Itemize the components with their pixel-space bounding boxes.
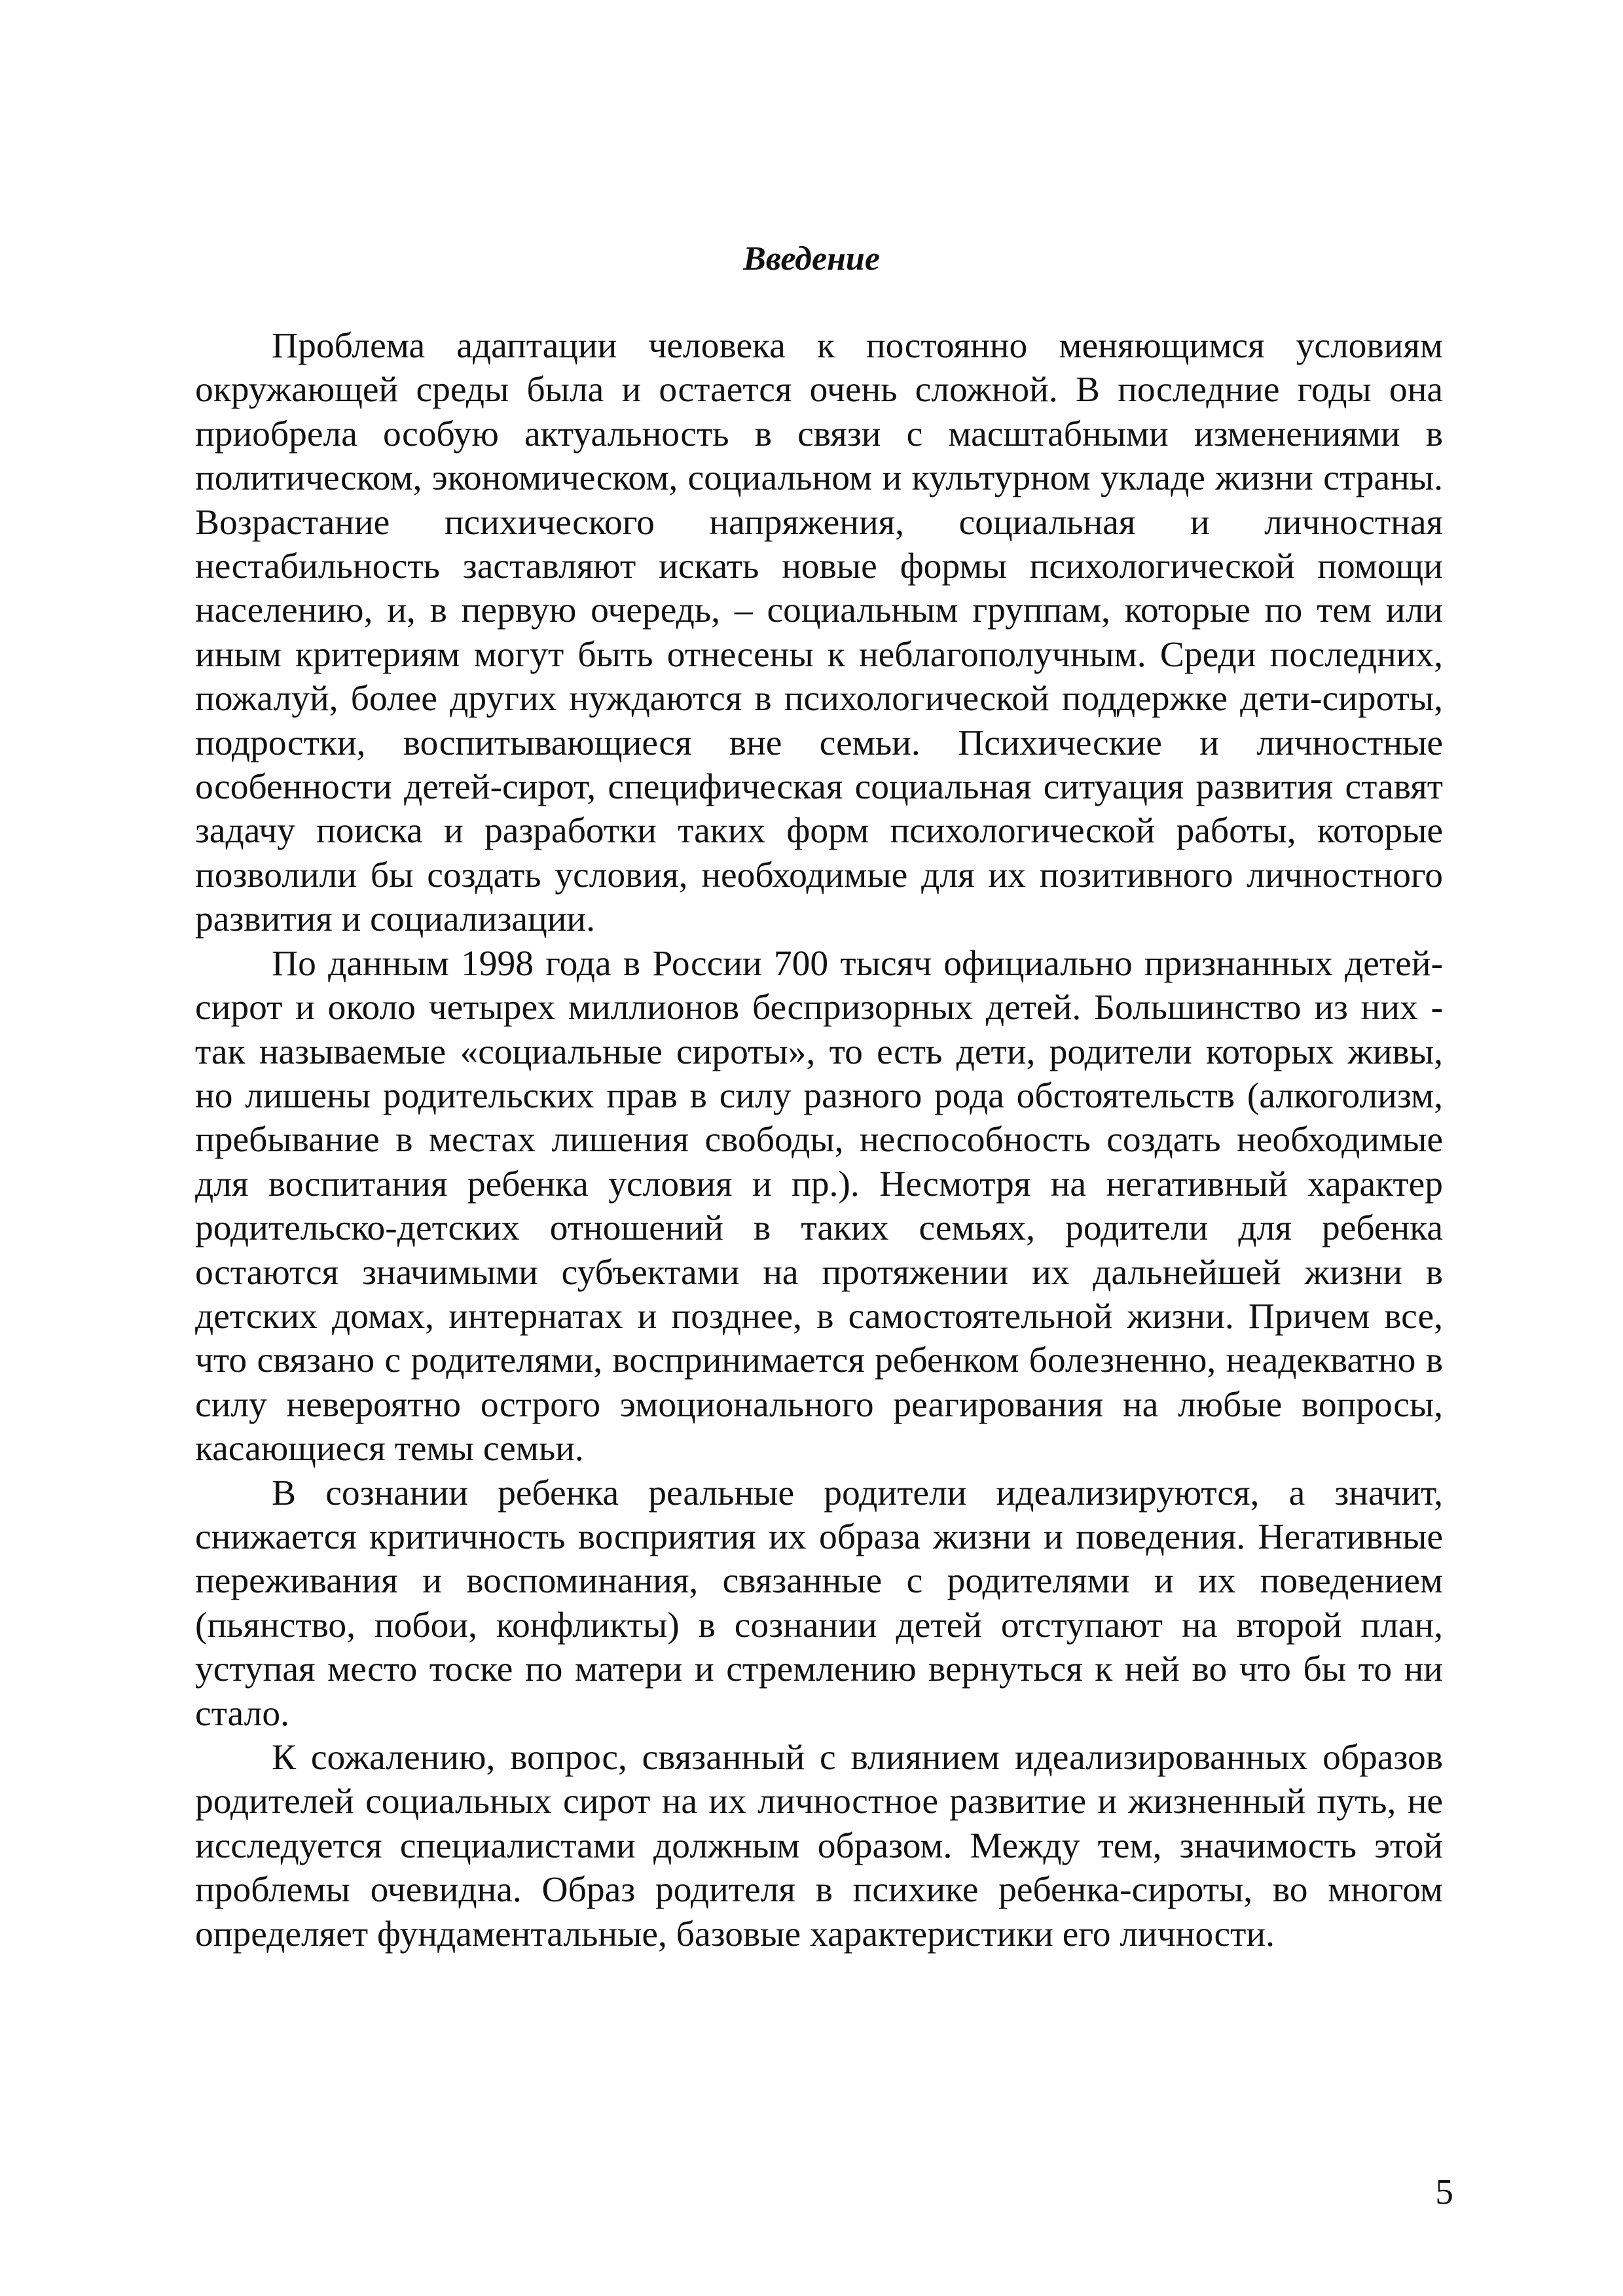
paragraph: По данным 1998 года в России 700 тысяч официально признанных детей-сирот и около четырех миллионов беспризорных детей. Большинство из них - так называемые «социальные сироты», то есть дети, родители которых живы, но лишены родительских прав в силу разного рода обстоятельств (алкоголизм, пребывание в местах лишения свободы, неспособность создать необходимые для воспитания ребенка условия и пр.). Несмотря на негативный характер родительско-детских отношений в таких семьях, родители для ребенка остаются значимыми субъектами на протяжении их дальнейшей жизни в детских домах, интернатах и позднее, в самостоятельной жизни. Причем все, что связано с родителями, воспринимается ребенком болезненно, неадекватно в силу невероятно острого эмоционального реагирования на любые вопросы, касающиеся темы семьи.	[195, 943, 1443, 1469]
body-text	[195, 324, 1443, 1956]
page-number: 5	[1435, 2172, 1453, 2212]
paragraph: Проблема адаптации человека к постоянно меняющимся условиям окружающей среды была и остается очень сложной. В последние годы она приобрела особую актуальность в связи с масштабными изменениями в политическом, экономическом, социальном и культурном укладе жизни страны. Возрастание психического напряжения, социальная и личностная нестабильность заставляют искать новые формы психологической помощи населению, и, в первую очередь, – социальным группам, которые по тем или иным критериям могут быть отнесены к неблагополучным. Среди последних, пожалуй, более других нуждаются в психологической поддержке дети-сироты, подростки, воспитывающиеся вне семьи. Психические и личностные особенности детей-сирот, специфическая социальная ситуация развития ставят задачу поиска и разработки таких форм психологической работы, которые позволили бы создать условия, необходимые для их позитивного личностного развития и социализации.	[195, 326, 1443, 940]
paragraph: К сожалению, вопрос, связанный с влиянием идеализированных образов родителей социальных сирот на их личностное развитие и жизненный путь, не исследуется специалистами должным образом. Между тем, значимость этой проблемы очевидна. Образ родителя в психике ребенка-сироты, во многом определяет фундаментальные, базовые характеристики его личности.	[195, 1738, 1443, 1954]
page-title: Введение	[743, 240, 880, 278]
paragraph: В сознании ребенка реальные родители идеализируются, а значит, снижается критичность восприятия их образа жизни и поведения. Негативные переживания и воспоминания, связанные с родителями и их поведением (пьянство, побои, конфликты) в сознании детей отступают на второй план, уступая место тоске по матери и стремлению вернуться к ней во что бы то ни стало.	[195, 1473, 1443, 1734]
